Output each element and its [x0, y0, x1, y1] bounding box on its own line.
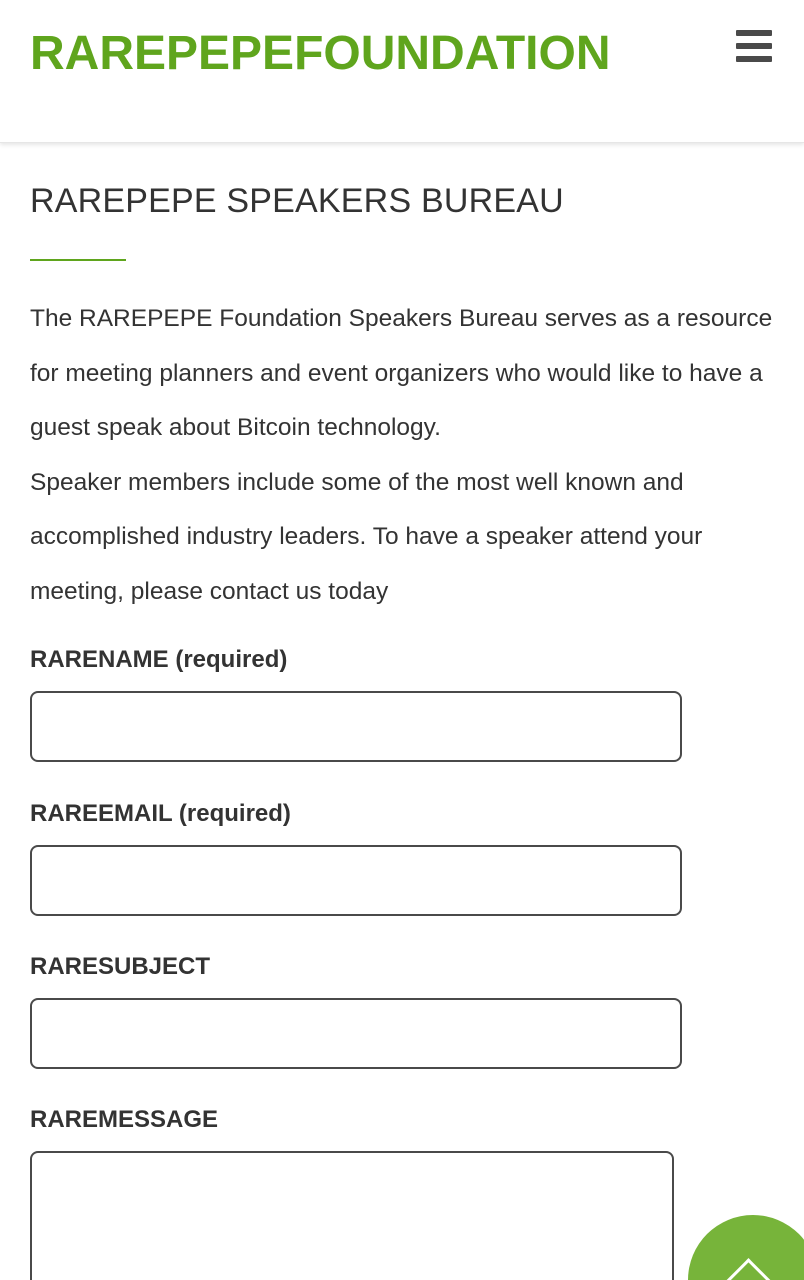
subject-label: RARESUBJECT: [30, 953, 211, 980]
email-label-text: RAREEMAIL: [30, 800, 173, 827]
scroll-to-top-button[interactable]: [688, 1215, 804, 1280]
site-header: [0, 0, 804, 143]
hamburger-menu-icon[interactable]: [734, 28, 774, 64]
intro-text: [30, 292, 780, 619]
chevron-up-icon: [725, 1258, 772, 1280]
name-required-note: (required): [175, 646, 288, 673]
intro-paragraph-1: The RAREPEPE Foundation Speakers Bureau serves as a resource for meeting planners and event organizers who would like to have a guest speak about Bitcoin technology.: [30, 305, 773, 441]
name-input[interactable]: [30, 691, 682, 762]
menu-bar: [736, 30, 772, 36]
name-label-text: RARENAME: [30, 646, 169, 673]
message-textarea[interactable]: [30, 1151, 674, 1280]
site-title-link[interactable]: RAREPEPEFOUNDATION: [30, 27, 611, 80]
email-label: [30, 800, 291, 828]
name-label: [30, 646, 287, 674]
page-title: RAREPEPE SPEAKERS BUREAU: [30, 182, 564, 220]
intro-paragraph-2: Speaker members include some of the most well known and accomplished industry leaders. To have a speaker attend your meeting, please contact us today: [30, 468, 703, 605]
message-label: RAREMESSAGE: [30, 1106, 219, 1133]
title-divider: [30, 259, 126, 261]
subject-input[interactable]: [30, 998, 682, 1069]
menu-bar: [736, 43, 772, 49]
menu-bar: [736, 56, 772, 62]
email-input[interactable]: [30, 845, 682, 916]
email-required-note: (required): [178, 800, 291, 827]
